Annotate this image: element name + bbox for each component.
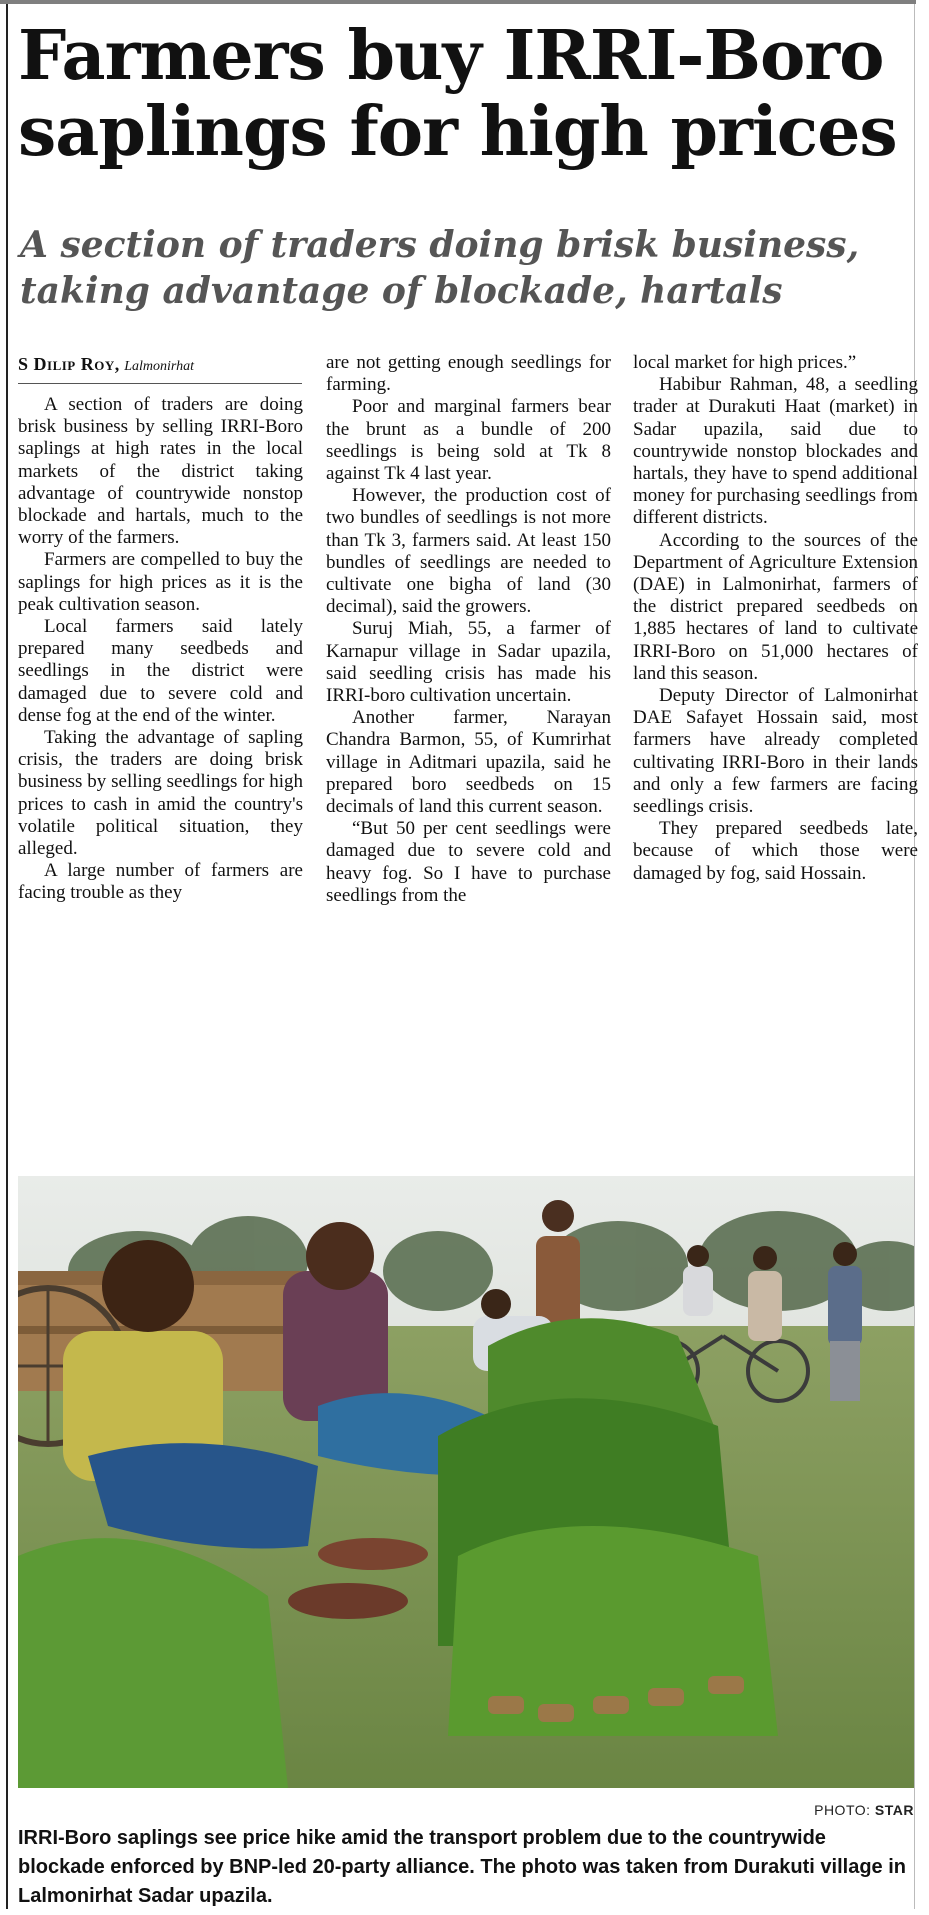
photo-credit-source: STAR xyxy=(874,1802,914,1818)
article-column-3 xyxy=(633,352,918,885)
paragraph-continued: are not getting enough seedlings for farming. xyxy=(326,352,611,396)
paragraph: “But 50 per cent seedlings were damaged due to severe cold and heavy fog. So I have to purchase seedlings from the xyxy=(326,818,611,906)
article-column-2 xyxy=(326,352,611,907)
paragraph: They prepared seedbeds late, because of which those were damaged by fog, said Hossain. xyxy=(633,818,918,884)
paragraph: A large number of farmers are facing trouble as they xyxy=(18,860,303,904)
top-rule xyxy=(0,0,916,4)
photo-caption: IRRI-Boro saplings see price hike amid the transport problem due to the countrywide blockade enforced by BNP-led 20-party alliance. The photo was taken from Durakuti village in Lalmonirhat Sadar upazila. xyxy=(18,1827,906,1907)
paragraph-continued: local market for high prices.” xyxy=(633,352,857,373)
paragraph: Farmers are compelled to buy the saplings for high prices as it is the peak cultivation season. xyxy=(18,549,303,615)
paragraph: Local farmers said lately prepared many seedbeds and seedlings in the district were damaged due to severe cold and dense fog at the end of the winter. xyxy=(18,616,303,726)
headline: Farmers buy IRRI-Boro saplings for high prices xyxy=(18,16,897,172)
right-column-rule xyxy=(914,4,915,1909)
photo-credit-label: PHOTO: xyxy=(814,1802,871,1818)
paragraph: Habibur Rahman, 48, a seedling trader at Durakuti Haat (market) in Sadar upazila, said due to countrywide nonstop blockades and hartals, they have to spend additional money for purchasing seedlings from different districts. xyxy=(633,374,918,529)
article-column-1 xyxy=(18,394,303,905)
paragraph: According to the sources of the Department of Agriculture Extension (DAE) in Lalmonirhat, farmers of the district prepared seedbeds on 1,885 hectares of land to cultivate IRRI-Boro on 51,000 hectares of land this season. xyxy=(633,529,918,684)
byline xyxy=(18,354,302,384)
paragraph: Another farmer, Narayan Chandra Barmon, 55, of Kumrirhat village in Aditmari upazila, said he prepared boro seedbeds on 15 decimals of land this current season. xyxy=(326,707,611,818)
news-photo xyxy=(18,1176,914,1788)
photo-credit xyxy=(18,1802,914,1818)
paragraph: Taking the advantage of sapling crisis, the traders are doing brisk business by selling seedlings for high prices to cash in amid the country's volatile political situation, they alleged. xyxy=(18,727,303,860)
paragraph: A section of traders are doing brisk business by selling IRRI-Boro saplings at high rates in the local markets of the district taking advantage of countrywide nonstop blockade and hartals, much to the worry of the farmers. xyxy=(18,394,303,549)
byline-place: Lalmonirhat xyxy=(124,359,195,374)
paragraph: However, the production cost of two bundles of seedlings is not more than Tk 3, farmers said. At least 150 bundles of seedlings are needed to cultivate one bigha of land (30 decimal), said the growers. xyxy=(326,485,611,618)
deck-subheadline: A section of traders doing brisk business, taking advantage of blockade, hartals xyxy=(20,224,860,312)
left-column-rule xyxy=(6,4,8,1909)
byline-author: S Dilip Roy, xyxy=(18,354,120,374)
paragraph: Suruj Miah, 55, a farmer of Karnapur village in Sadar upazila, said seedling crisis has made his IRRI-boro cultivation uncertain. xyxy=(326,618,611,707)
paragraph: Poor and marginal farmers bear the brunt as a bundle of 200 seedlings is being sold at Tk 8 against Tk 4 last year. xyxy=(326,396,611,485)
paragraph: Deputy Director of Lalmonirhat DAE Safayet Hossain said, most farmers have already completed cultivating IRRI-Boro in their lands and only a few farmers are facing seedlings crisis. xyxy=(633,685,918,818)
